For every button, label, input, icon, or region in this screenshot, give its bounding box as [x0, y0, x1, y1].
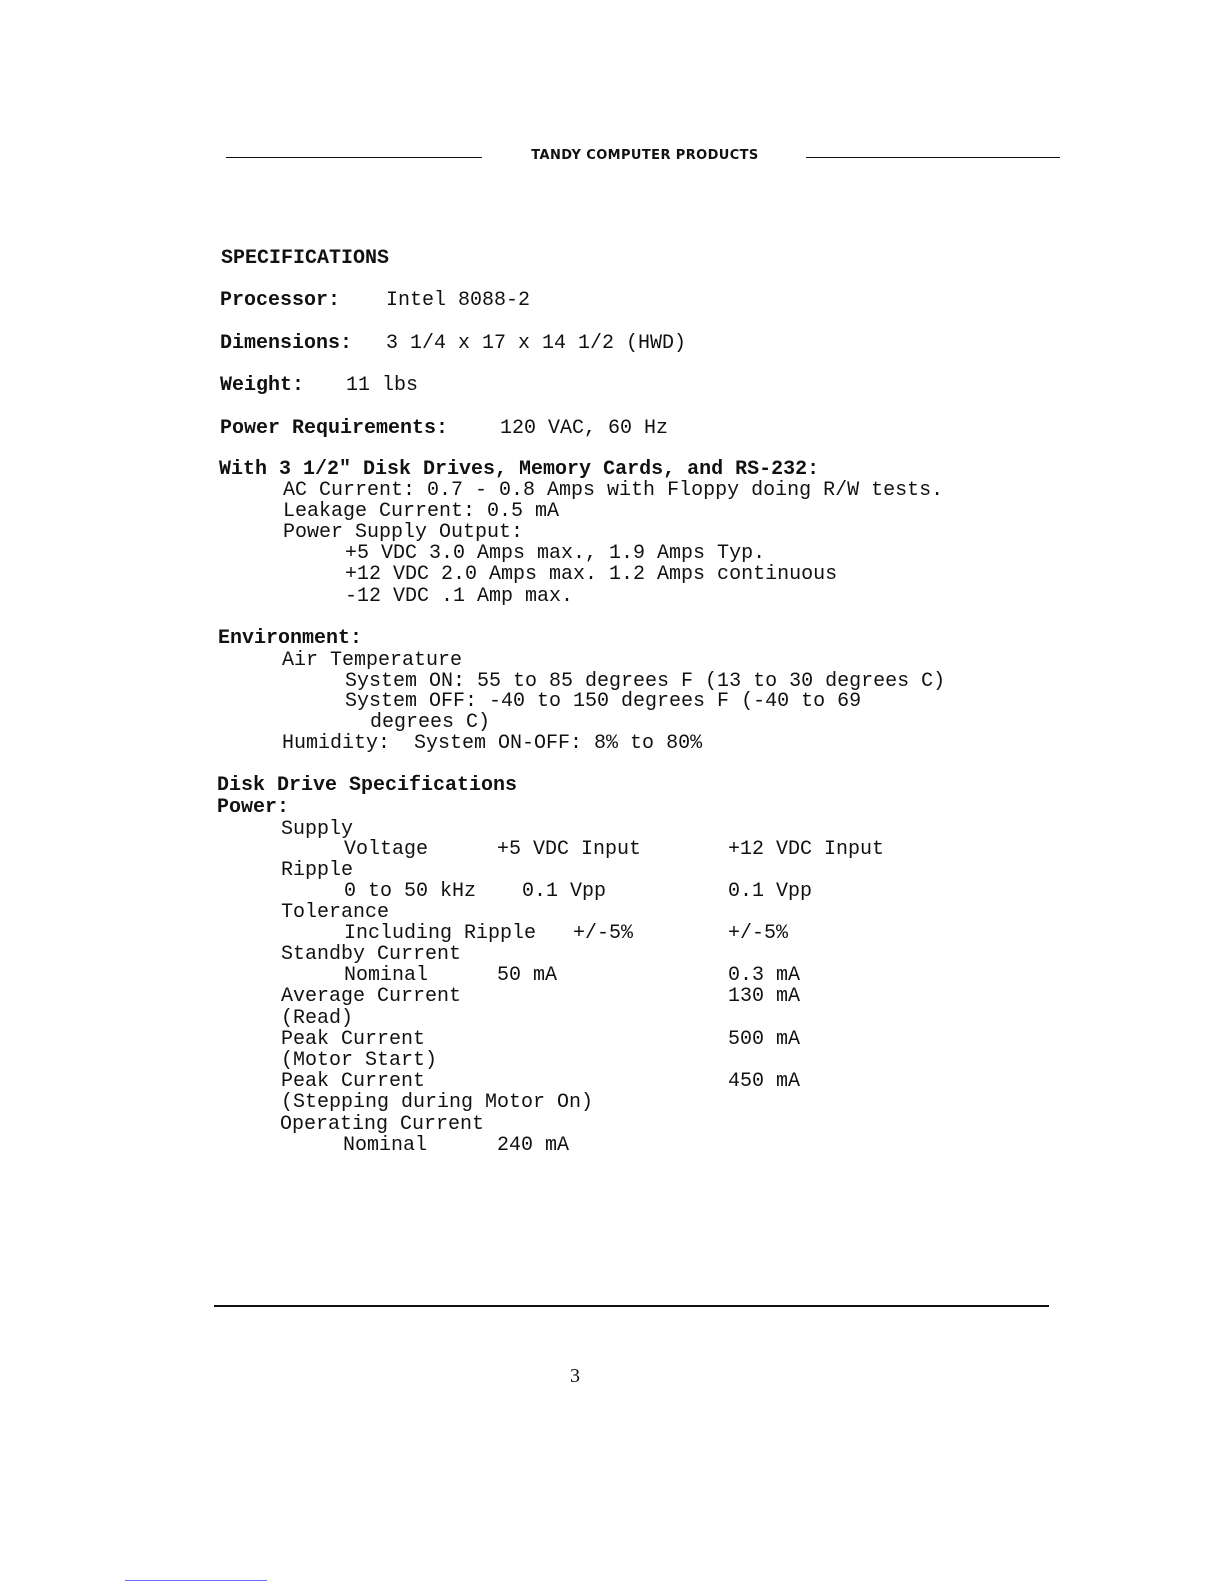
- average-read-note: (Read): [281, 1007, 354, 1030]
- humidity: Humidity: System ON-OFF: 8% to 80%: [282, 732, 703, 755]
- operating-nominal-col1: 240 mA: [497, 1134, 570, 1157]
- system-on-temperature: System ON: 55 to 85 degrees F (13 to 30 degrees C): [345, 670, 946, 693]
- including-ripple-col2: +/-5%: [728, 922, 789, 945]
- page-number: 3: [570, 1365, 580, 1387]
- average-current-label: Average Current: [281, 985, 462, 1008]
- power-requirements-label: Power Requirements:: [220, 417, 449, 440]
- dimensions-value: 3 1/4 x 17 x 14 1/2 (HWD): [386, 332, 687, 355]
- environment-heading: Environment:: [218, 627, 363, 650]
- standby-nominal-col2: 0.3 mA: [728, 964, 801, 987]
- with-config-heading: With 3 1/2" Disk Drives, Memory Cards, and RS-232:: [219, 458, 820, 481]
- system-off-temperature: System OFF: -40 to 150 degrees F (-40 to 69: [345, 690, 862, 713]
- power-requirements-value: 120 VAC, 60 Hz: [500, 417, 669, 440]
- standby-nominal-label: Nominal: [344, 964, 429, 987]
- scan-edge-mark: [125, 1580, 267, 1581]
- system-off-temperature-cont: degrees C): [370, 711, 491, 734]
- supply-label: Supply: [281, 818, 354, 841]
- disk-drive-heading: Disk Drive Specifications: [217, 774, 518, 797]
- power-output-5v: +5 VDC 3.0 Amps max., 1.9 Amps Typ.: [345, 542, 766, 565]
- disk-power-label: Power:: [217, 796, 290, 819]
- average-current-col2: 130 mA: [728, 985, 801, 1008]
- standby-current-label: Standby Current: [281, 943, 462, 966]
- ripple-range-col1: 0.1 Vpp: [522, 880, 607, 903]
- processor-label: Processor:: [220, 289, 341, 312]
- standby-nominal-col1: 50 mA: [497, 964, 558, 987]
- header-title: TANDY COMPUTER PRODUCTS: [531, 148, 759, 163]
- power-supply-output-label: Power Supply Output:: [283, 521, 524, 544]
- power-output-12v: +12 VDC 2.0 Amps max. 1.2 Amps continuous: [345, 563, 838, 586]
- voltage-label: Voltage: [344, 838, 429, 861]
- leakage-current: Leakage Current: 0.5 mA: [283, 500, 560, 523]
- peak-current-stepping-label: Peak Current: [281, 1070, 426, 1093]
- ripple-range-label: 0 to 50 kHz: [344, 880, 477, 903]
- dimensions-label: Dimensions:: [220, 332, 353, 355]
- ac-current: AC Current: 0.7 - 0.8 Amps with Floppy doing R/W tests.: [283, 479, 944, 502]
- ripple-label: Ripple: [281, 859, 354, 882]
- air-temperature-label: Air Temperature: [282, 649, 463, 672]
- peak-current-motor-col2: 500 mA: [728, 1028, 801, 1051]
- weight-value: 11 lbs: [346, 374, 419, 397]
- operating-current-label: Operating Current: [280, 1113, 485, 1136]
- stepping-note: (Stepping during Motor On): [281, 1091, 594, 1114]
- peak-current-motor-label: Peak Current: [281, 1028, 426, 1051]
- processor-value: Intel 8088-2: [386, 289, 531, 312]
- weight-label: Weight:: [220, 374, 305, 397]
- specifications-heading: SPECIFICATIONS: [221, 247, 390, 270]
- voltage-col1: +5 VDC Input: [497, 838, 642, 861]
- tolerance-label: Tolerance: [281, 901, 390, 924]
- ripple-range-col2: 0.1 Vpp: [728, 880, 813, 903]
- voltage-col2: +12 VDC Input: [728, 838, 885, 861]
- operating-nominal-label: Nominal: [343, 1134, 428, 1157]
- peak-current-stepping-col2: 450 mA: [728, 1070, 801, 1093]
- including-ripple-col1: +/-5%: [573, 922, 634, 945]
- power-output-neg12v: -12 VDC .1 Amp max.: [345, 585, 574, 608]
- motor-start-note: (Motor Start): [281, 1049, 438, 1072]
- including-ripple-label: Including Ripple: [344, 922, 537, 945]
- footer-rule: [214, 1305, 1049, 1307]
